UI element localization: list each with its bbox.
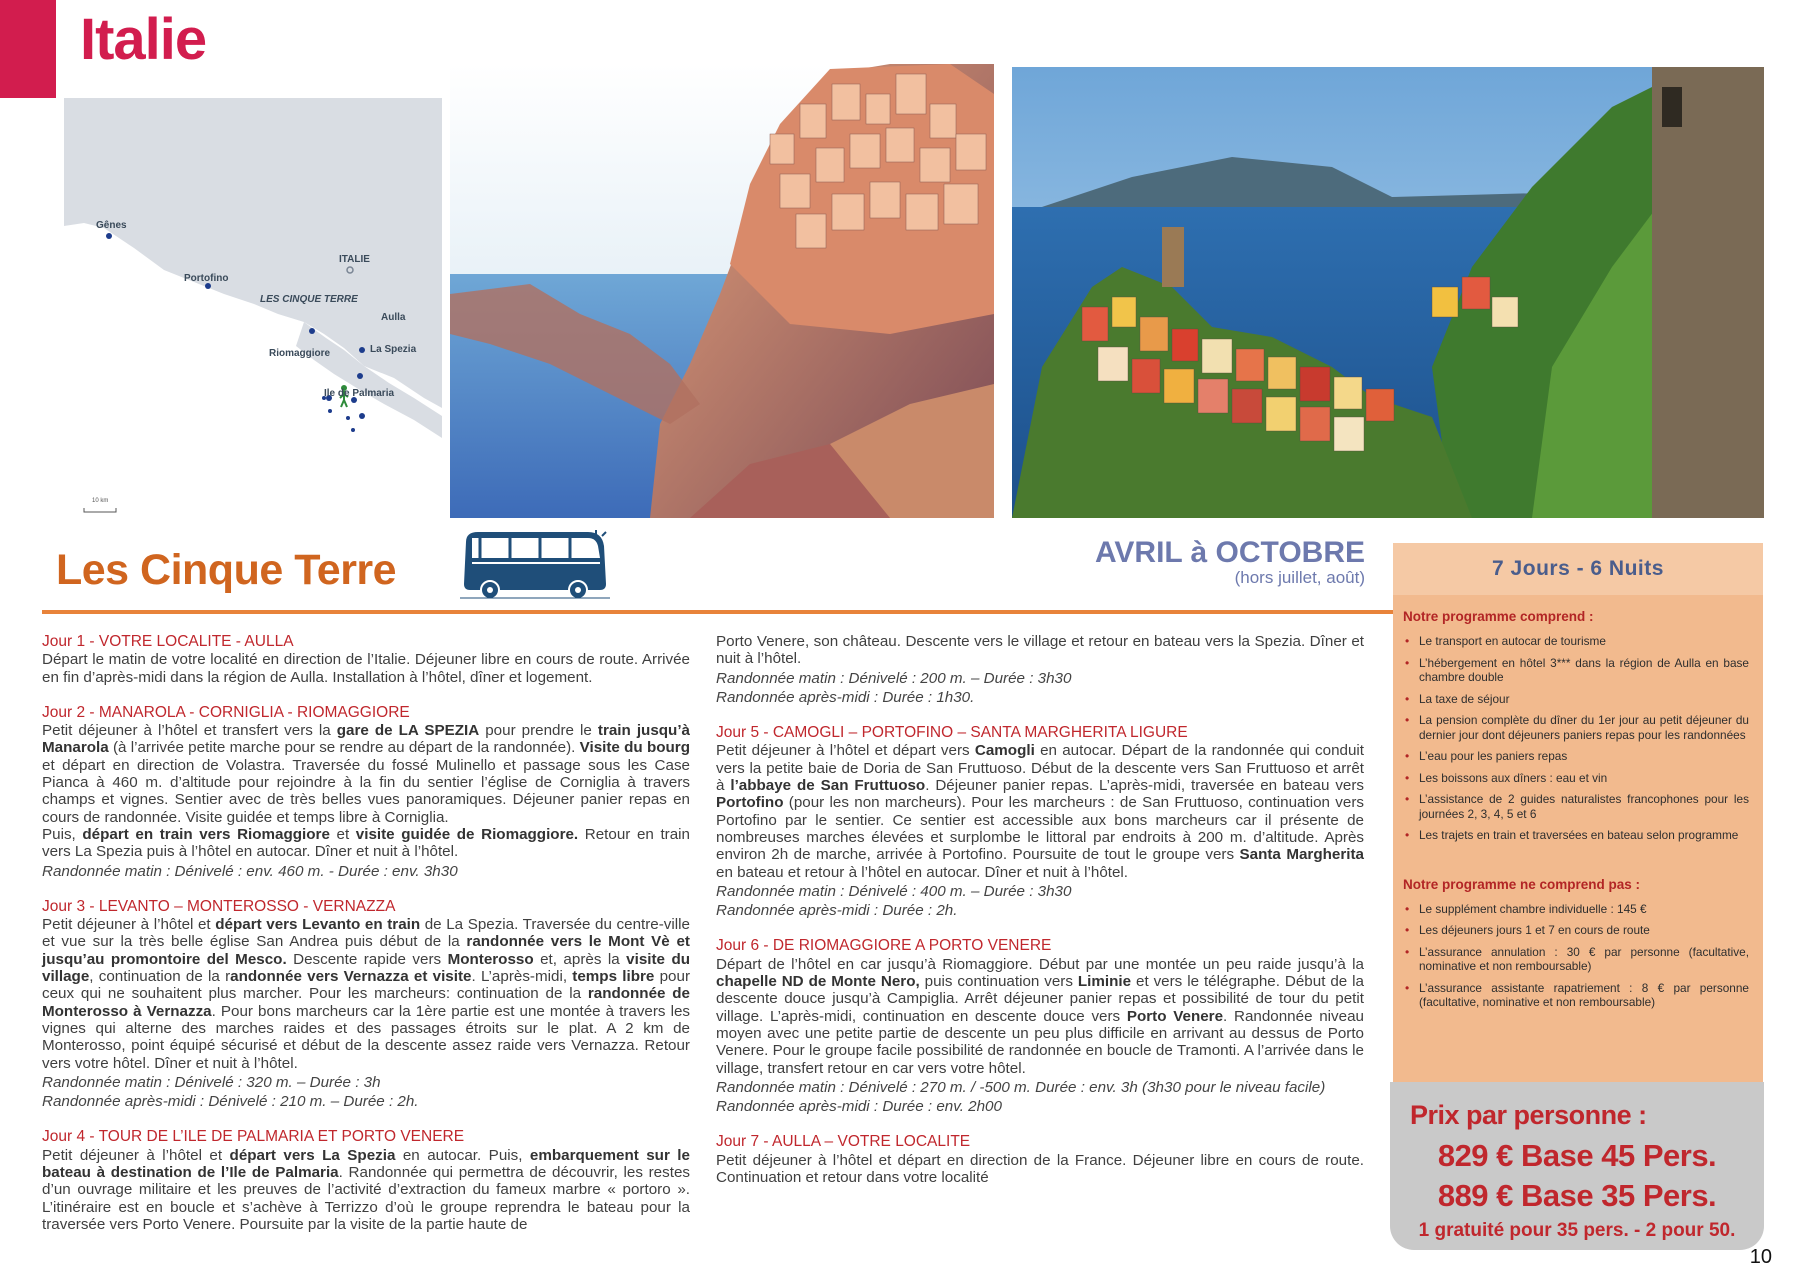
photo-manarola (450, 64, 994, 518)
divider (42, 610, 1394, 614)
day-title: Jour 5 - CAMOGLI – PORTOFINO – SANTA MARGHERITA LIGURE (716, 724, 1188, 742)
list-item: • L’assistance de 2 guides naturalistes francophones pour les journées 2, 3, 4, 5 et 6 (1403, 792, 1749, 821)
includes-title: Notre programme comprend : (1403, 609, 1594, 624)
day-title: Jour 7 - AULLA – VOTRE LOCALITE (716, 1133, 971, 1151)
map-label-aulla: Aulla (381, 312, 406, 323)
list-item: • Les déjeuners jours 1 et 7 en cours de route (1403, 923, 1749, 938)
list-item: • Le transport en autocar de tourisme (1403, 634, 1749, 649)
price-line-35: 889 € Base 35 Pers. (1437, 1178, 1717, 1213)
day-text: Petit déjeuner à l’hôtel et départ vers La Spezia en autocar. Puis, embarquement sur le bateau à destination de l’Ile de Palmaria. Randonnée qui permettra de découvrir, les restes d’un ouvrage militaire et les preuves de l’activité d’extraction du fameux marbre « portoro ». L’itinéraire est en boucle et s’achève à Terrizzo d’où le groupe reprendra le bateau pour la traversée vers Porto Venere. Poursuite par la visite de la partie haute de (42, 1146, 690, 1233)
map-label-cinque-terre: LES CINQUE TERRE (260, 294, 358, 305)
map-label-la-spezia: La Spezia (370, 344, 417, 355)
day-2 (42, 704, 690, 880)
price-line-45: 829 € Base 45 Pers. (1437, 1138, 1717, 1173)
day-6 (716, 937, 1364, 1115)
bus-icon (460, 528, 610, 602)
duration-heading: 7 Jours - 6 Nuits (1393, 543, 1763, 595)
day-title: Jour 2 - MANAROLA - CORNIGLIA - RIOMAGGIORE (42, 703, 410, 721)
list-item: • Les trajets en train et traversées en bateau selon programme (1403, 828, 1749, 843)
hike-info: Randonnée matin : Dénivelé : 270 m. / -500 m. Durée : env. 3h (3h30 pour le niveau facile) (716, 1078, 1326, 1096)
day-7 (716, 1133, 1364, 1186)
page-number: 10 (1749, 1246, 1772, 1268)
day-text: Départ de l’hôtel en car jusqu’à Riomaggiore. Début par une montée un peu raide jusqu’à la chapelle ND de Monte Nero, puis continuation vers Liminie et vers le télégraphe. Début de la descente douce jusqu’à Campiglia. Arrêt déjeuner panier repas et possibilité de tour du petit village. L’après-midi, continuation en descente douce vers Porto Venere. Randonnée niveau moyen avec une petite partie de descente un peu plus difficile en arrivant au dessus de Porto Venere. Pour le groupe facile possibilité de randonnée en boucle de Tramonti. A l’arrivée dans le village, transfert retour en car vers votre hôtel. (716, 955, 1364, 1077)
list-item: • Les boissons aux dîners : eau et vin (1403, 771, 1749, 786)
day-text: Petit déjeuner à l’hôtel et départ vers Camogli en autocar. Départ de la randonnée qui conduit vers la petite baie de Doria de San Fruttuoso. Début de la descente vers San Fruttuoso et arrêt à l’abbaye de San Fruttuoso. Déjeuner panier repas. L’après-midi, traversée en bateau vers Portofino (pour les non marcheurs). Pour les marcheurs : de San Fruttuoso, continuation vers Portofino par le sentier. Ce sentier est accessible aux bons marcheurs car il présente de nombreuses marches élevées et surplombe le littoral par endroits à 200 m. d’altitude. Après environ 2h de marche, arrivée à Portofino. Poursuite de tout le groupe vers Santa Margherita en bateau et retour à l’hôtel en autocar. Dîner et nuit à l’hôtel. (716, 742, 1365, 881)
day-text: Petit déjeuner à l’hôtel et départ en direction de la France. Déjeuner libre en cours de route. Continuation et retour dans votre localité (716, 1151, 1364, 1187)
itinerary-column-left (42, 633, 690, 1251)
list-item: • L’assurance annulation : 30 € par personne (facultative, nominative et non remboursable) (1403, 945, 1749, 974)
hike-info: Randonnée après-midi : Durée : 2h. (716, 902, 958, 920)
hike-info: Randonnée matin : Dénivelé : 200 m. – Durée : 3h30 (716, 669, 1072, 687)
list-item: • L’assurance assistante rapatriement : 8 € par personne (facultative, nominative et non remboursable) (1403, 981, 1749, 1010)
day-1 (42, 633, 690, 686)
season-note: (hors juillet, août) (1234, 568, 1365, 587)
excludes-section (1393, 877, 1763, 1010)
day-5 (716, 724, 1364, 919)
map-label-italie: ITALIE (339, 254, 370, 265)
photo-vernazza (1012, 67, 1764, 518)
day-text: Départ le matin de votre localité en direction de l’Italie. Déjeuner libre en cours de route. Arrivée en fin d’après-midi dans la région de Aulla. Installation à l’hôtel, dîner et logement. (42, 651, 690, 686)
includes-section (1393, 609, 1763, 843)
free-places-note: 1 gratuité pour 35 pers. - 2 pour 50. (1418, 1220, 1736, 1241)
brand-tab (0, 0, 56, 98)
hike-info: Randonnée matin : Dénivelé : 320 m. – Durée : 3h (42, 1073, 381, 1091)
region-map (64, 98, 442, 516)
day-title: Jour 6 - DE RIOMAGGIORE A PORTO VENERE (716, 937, 1052, 955)
day-text: Petit déjeuner à l’hôtel et transfert vers la gare de LA SPEZIA pour prendre le train jusqu’à Manarola (à l’arrivée petite marche pour se rendre au départ de la randonnée). Visite du bourg et départ en direction de Volastra. Traversée du fossé Mulinello et passage sous les Case Pianca à 460 m. d’altitude pour rejoindre à la fin du sentier l’église de Corniglia à travers champs et vignes. Sentier avec de très belles vues panoramiques. Déjeuner panier repas en cours de randonnée. Visite guidée et temps libre à Corniglia. (42, 722, 690, 826)
day-text: Porto Venere, son château. Descente vers le village et retour en bateau vers la Spezia. Dîner et nuit à l’hôtel. (716, 633, 1364, 668)
excludes-list (1403, 902, 1749, 1010)
map-label-riomaggiore: Riomaggiore (269, 348, 331, 359)
tour-title: Les Cinque Terre (56, 546, 397, 594)
day-title: Jour 4 - TOUR DE L’ILE DE PALMARIA ET PORTO VENERE (42, 1128, 465, 1146)
excludes-title: Notre programme ne comprend pas : (1403, 876, 1641, 892)
map-scale-label: 10 km (92, 498, 109, 504)
list-item: • L’eau pour les paniers repas (1403, 749, 1749, 764)
hike-info: Randonnée matin : Dénivelé : 400 m. – Durée : 3h30 (716, 882, 1072, 900)
price-heading: Prix par personne : (1410, 1100, 1647, 1130)
season-dates: AVRIL à OCTOBRE (1094, 536, 1365, 569)
hike-info: Randonnée après-midi : Dénivelé : 210 m. – Durée : 2h. (42, 1093, 419, 1111)
hike-info: Randonnée après-midi : Durée : 1h30. (716, 688, 975, 706)
list-item: • La pension complète du dîner du 1er jour au petit déjeuner du dernier jour dont déjeuners paniers repas pour les randonnées (1403, 713, 1749, 742)
price-box (1390, 1082, 1764, 1250)
day-text: Petit déjeuner à l’hôtel et départ vers Levanto en train de La Spezia. Traversée du centre-ville et vue sur la très belle église San Andrea puis début de la randonnée vers le Mont Vè et jusqu’au promontoire del Mesco. Descente rapide vers Monterosso et, après la visite du village, continuation de la randonnée vers Vernazza et visite. L’après-midi, temps libre pour ceux qui ne souhaitent plus marcher. Pour les marcheurs: continuation de la randonnée de Monterosso à Vernazza. Pour bons marcheurs car la 1ère partie est une montée à travers les vignes qui alterne des marches raides et des passages étroits sur le plat. A 2 km de Monterosso, point équipé sécurisé et début de la descente assez raide vers Vernazza. Retour vers votre hôtel. Dîner et nuit à l’hôtel. (42, 916, 691, 1072)
program-sidebar (1393, 543, 1763, 1083)
itinerary-column-right (716, 633, 1364, 1204)
day-title: Jour 3 - LEVANTO – MONTEROSSO - VERNAZZA (42, 897, 396, 915)
includes-list (1403, 634, 1749, 843)
map-label-portofino: Portofino (184, 273, 229, 284)
page-title: Italie (80, 7, 207, 72)
day-title: Jour 1 - VOTRE LOCALITE - AULLA (42, 633, 294, 650)
hike-info: Randonnée matin : Dénivelé : env. 460 m. - Durée : env. 3h30 (42, 862, 458, 880)
day-text: Puis, départ en train vers Riomaggiore et visite guidée de Riomaggiore. Retour en train vers La Spezia puis à l’hôtel en autocar. Dîner et nuit à l’hôtel. (42, 825, 690, 861)
season-block (1095, 536, 1365, 588)
map-label-genes: Gênes (96, 220, 127, 231)
list-item: • Le supplément chambre individuelle : 145 € (1403, 902, 1749, 917)
day-3 (42, 898, 690, 1111)
map-label-palmaria: Ile de Palmaria (324, 388, 395, 399)
day-4 (42, 1128, 690, 1233)
day-4-continued (716, 633, 1364, 706)
hike-info: Randonnée après-midi : Durée : env. 2h00 (716, 1098, 1002, 1116)
list-item: • L’hébergement en hôtel 3*** dans la région de Aulla en base chambre double (1403, 656, 1749, 685)
list-item: • La taxe de séjour (1403, 692, 1749, 707)
